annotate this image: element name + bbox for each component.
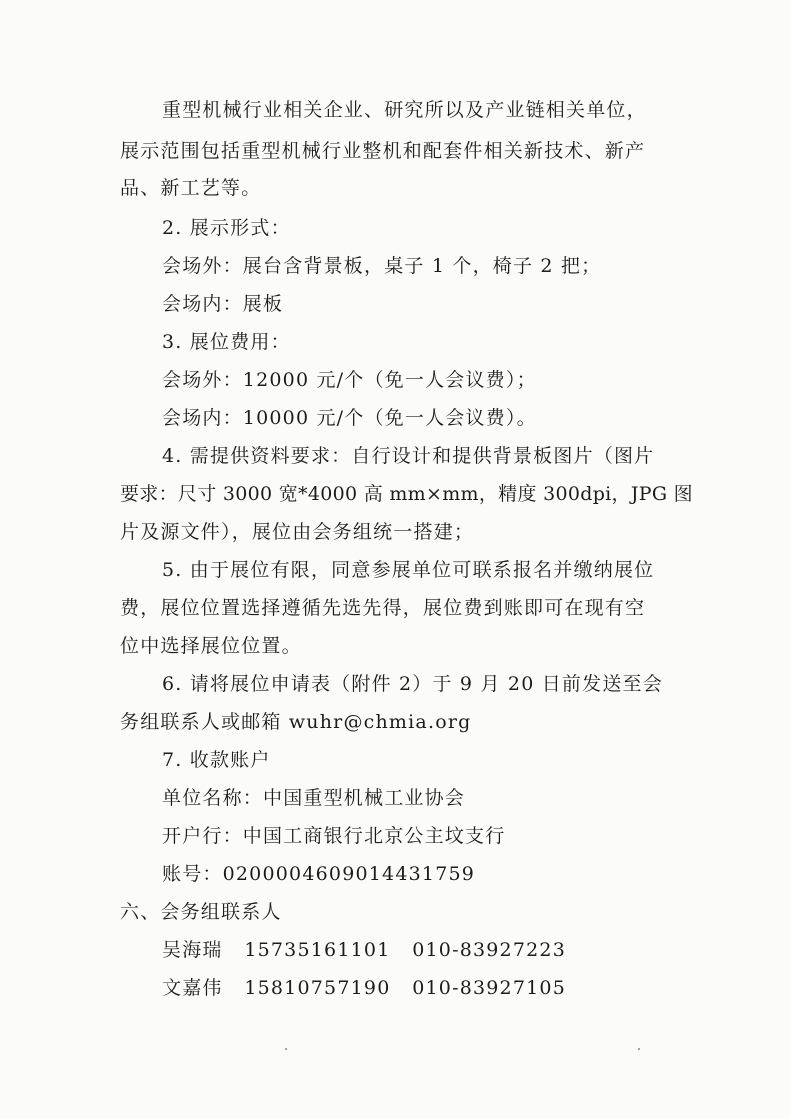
contact-row: 文嘉伟 15810757190 010-83927105 (162, 977, 567, 999)
paragraph-line: 展示范围包括重型机械行业整机和配套件相关新技术、新产 (120, 140, 646, 162)
account-unit-name: 单位名称：中国重型机械工业协会 (162, 787, 466, 809)
section-heading-booth-fee: 3. 展位费用： (162, 331, 291, 353)
contact-row: 吴海瑞 15735161101 010-83927223 (162, 939, 567, 961)
paragraph-line: 费，展位位置选择遵循先选先得，展位费到账即可在现有空 (120, 597, 646, 619)
paragraph-line: 重型机械行业相关企业、研究所以及产业链相关单位， (162, 99, 647, 121)
scan-speck (638, 1048, 640, 1050)
section-heading-limited-booths: 5. 由于展位有限，同意参展单位可联系报名并缴纳展位 (162, 559, 655, 581)
section-heading-application: 6. 请将展位申请表（附件 2）于 9 月 20 日前发送至会 (162, 673, 663, 695)
section-heading-display-form: 2. 展示形式： (162, 217, 291, 239)
paragraph-line: 片及源文件），展位由会务组统一搭建； (120, 521, 475, 543)
paragraph-line: 会场外：12000 元/个（免一人会议费）； (162, 369, 537, 391)
paragraph-line: 务组联系人或邮箱 wuhr@chmia.org (120, 711, 472, 733)
paragraph-line: 会场外：展台含背景板，桌子 1 个，椅子 2 把； (162, 255, 602, 277)
paragraph-line: 品、新工艺等。 (120, 177, 262, 199)
section-heading-contacts: 六、会务组联系人 (120, 901, 282, 923)
account-bank: 开户行：中国工商银行北京公主坟支行 (162, 825, 506, 847)
paragraph-line: 位中选择展位位置。 (120, 635, 302, 657)
account-number: 账号：0200004609014431759 (162, 863, 476, 885)
section-heading-materials: 4. 需提供资料要求：自行设计和提供背景板图片（图片 (162, 445, 655, 467)
paragraph-line: 要求：尺寸 3000 宽*4000 高 mm×mm，精度 300dpi，JPG 图 (120, 483, 693, 505)
section-heading-account: 7. 收款账户 (162, 749, 271, 771)
paragraph-line: 会场内：10000 元/个（免一人会议费）。 (162, 407, 537, 429)
scan-speck (285, 1048, 287, 1050)
paragraph-line: 会场内：展板 (162, 293, 284, 315)
